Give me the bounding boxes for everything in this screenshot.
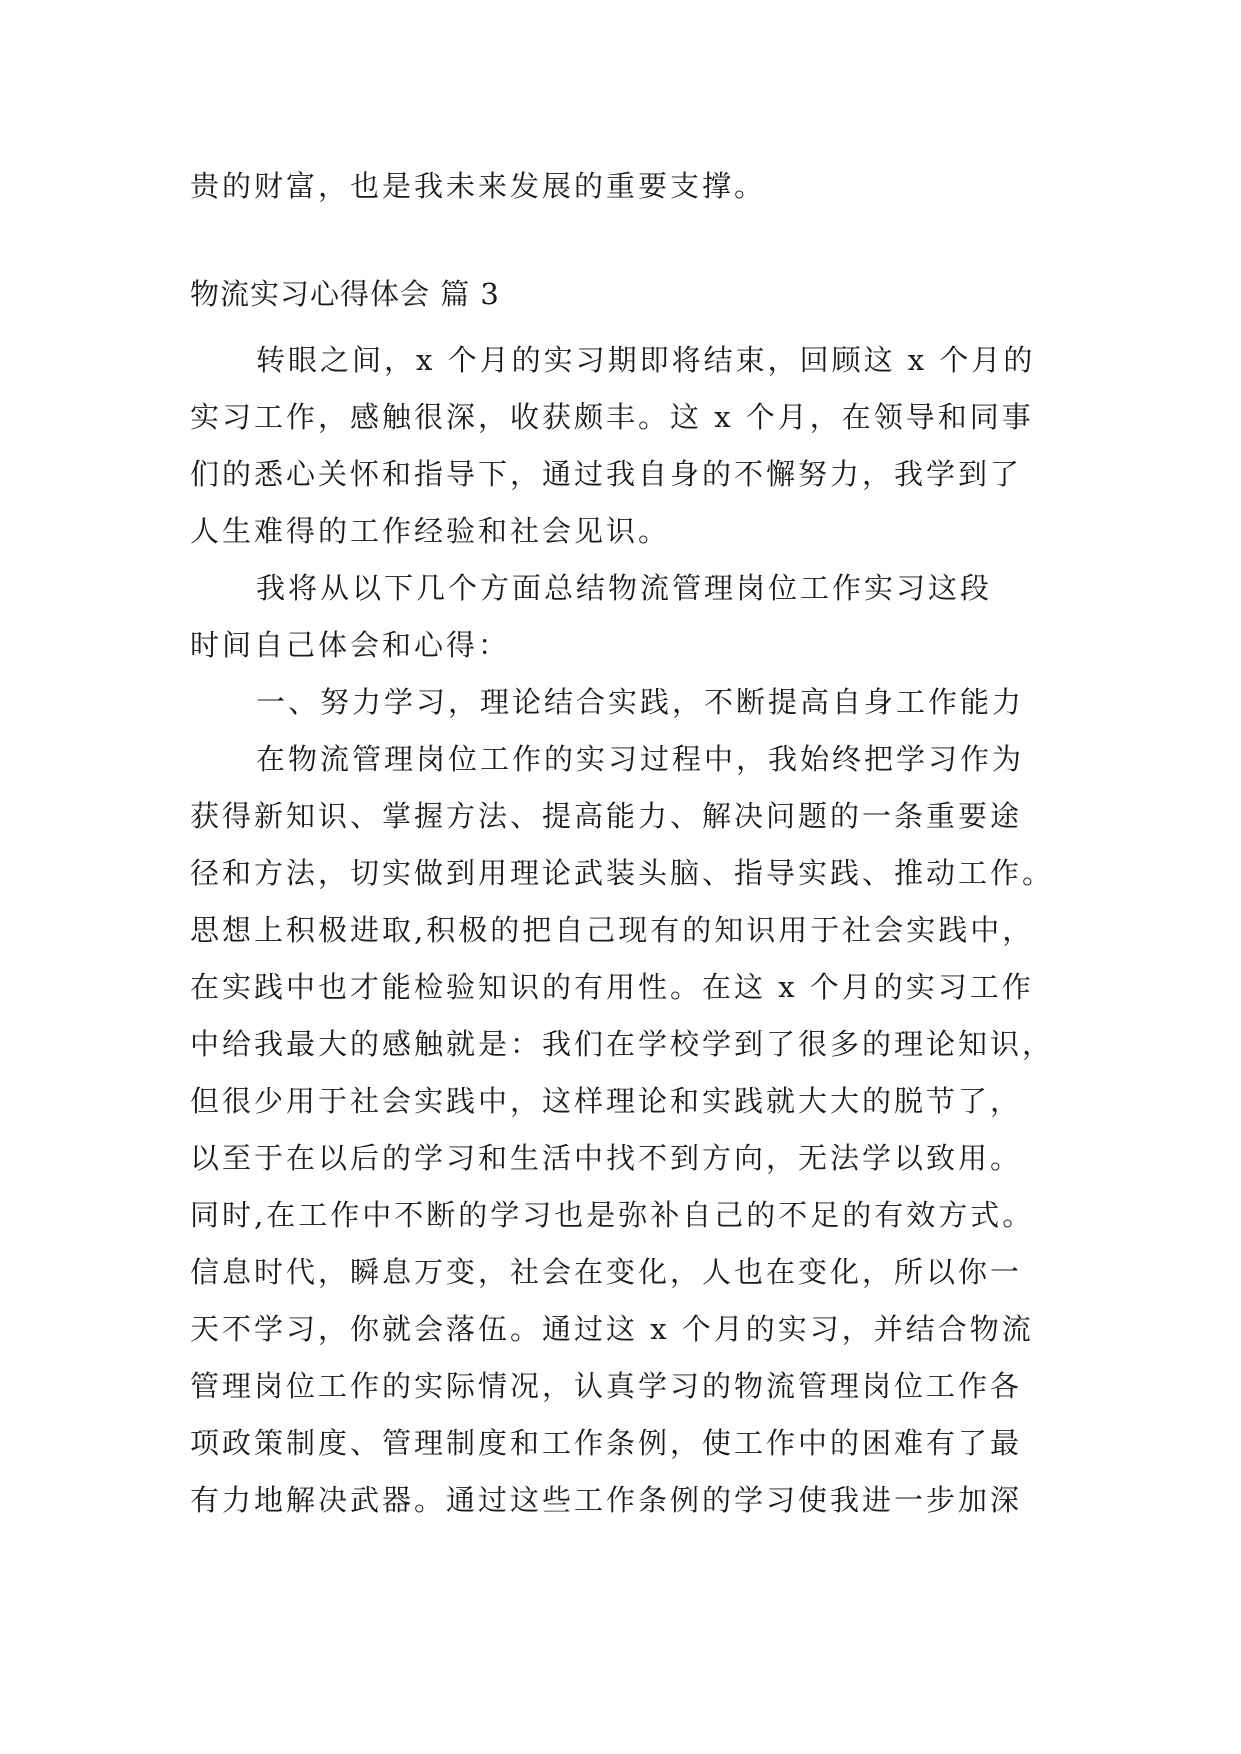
paragraph-line: 径和方法，切实做到用理论武装头脑、指导实践、推动工作。 [190,856,1055,890]
paragraph-line: 在实践中也才能检验知识的有用性。在这 x 个月的实习工作 [190,970,1034,1004]
paragraph-line: 转眼之间，x 个月的实习期即将结束，回顾这 x 个月的 [256,343,1036,377]
paragraph-line: 思想上积极进取,积极的把自己现有的知识用于社会实践中， [190,913,1035,947]
paragraph-line: 管理岗位工作的实际情况，认真学习的物流管理岗位工作各 [190,1369,1023,1403]
paragraph-line: 们的悉心关怀和指导下，通过我自身的不懈努力，我学到了 [190,457,1023,491]
paragraph-line: 在物流管理岗位工作的实习过程中，我始终把学习作为 [256,742,1025,776]
paragraph-line: 但很少用于社会实践中，这样理论和实践就大大的脱节了， [190,1084,1023,1118]
section-title: 物流实习心得体会 篇 3 [190,277,500,311]
paragraph-line: 以至于在以后的学习和生活中找不到方向，无法学以致用。 [190,1141,1023,1175]
paragraph-2 [190,560,1050,674]
paragraph-line: 我将从以下几个方面总结物流管理岗位工作实习这段 [256,571,993,605]
paragraph-line: 同时,在工作中不断的学习也是弥补自己的不足的有效方式。 [190,1198,1035,1232]
document-body [190,158,1055,1529]
continuation-line: 贵的财富，也是我未来发展的重要支撑。 [190,169,767,203]
paragraph-line: 中给我最大的感触就是：我们在学校学到了很多的理论知识， [190,1027,1055,1061]
paragraph-line: 实习工作，感触很深，收获颇丰。这 x 个月，在领导和同事 [190,400,1034,434]
subheading-line: 一、努力学习，理论结合实践，不断提高自身工作能力 [256,685,1025,719]
subheading-paragraph [190,674,1050,731]
paragraph-line: 人生难得的工作经验和社会见识。 [190,514,671,548]
paragraph-line: 获得新知识、掌握方法、提高能力、解决问题的一条重要途 [190,799,1023,833]
paragraph-line: 项政策制度、管理制度和工作条例，使工作中的困难有了最 [190,1426,1023,1460]
paragraph-line: 天不学习，你就会落伍。通过这 x 个月的实习，并结合物流 [190,1312,1034,1346]
paragraph-4 [190,731,1055,1529]
paragraph-1 [190,332,1050,560]
paragraph-line: 有力地解决武器。通过这些工作条例的学习使我进一步加深 [190,1483,1023,1517]
paragraph-line: 时间自己体会和心得： [190,628,511,662]
paragraph-line: 信息时代，瞬息万变，社会在变化，人也在变化，所以你一 [190,1255,1023,1289]
